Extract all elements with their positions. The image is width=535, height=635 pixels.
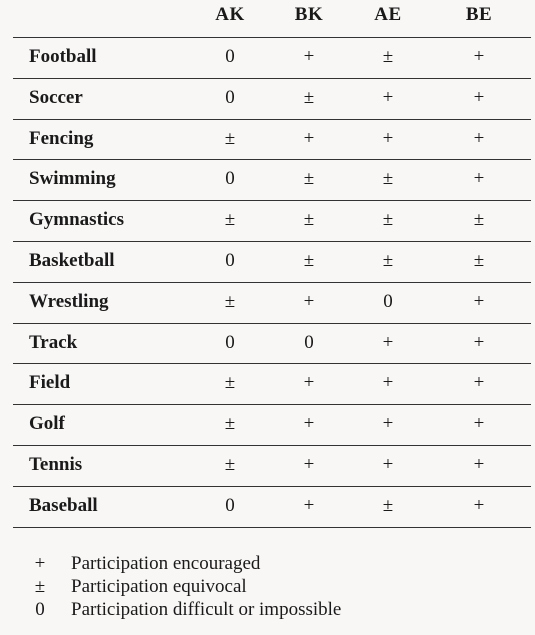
column-header-ae: AE [374,4,402,25]
sport-name: Swimming [29,168,116,190]
cell-ak: ± [224,372,236,394]
cell-ae: ± [382,250,394,271]
sport-name: Basketball [29,250,115,271]
legend-symbol: 0 [35,599,45,620]
legend-symbol: ± [34,576,46,597]
cell-be: + [473,331,485,353]
cell-be: ± [473,209,485,231]
cell-bk: + [303,494,315,516]
cell-be: + [473,127,485,149]
legend-item-equivocal [0,575,535,598]
cell-ak: 0 [225,331,235,353]
legend-item-encouraged [0,552,535,575]
cell-ak: ± [224,290,236,312]
column-header-ak: AK [215,4,245,25]
cell-ak: 0 [225,86,235,108]
cell-bk: + [303,127,315,149]
cell-be: + [473,494,485,516]
table-row [0,37,535,77]
legend-symbol: + [34,553,46,574]
sport-name: Golf [29,413,65,435]
sport-name: Tennis [29,454,83,475]
column-header-bk: BK [294,4,324,25]
table-row [0,404,535,444]
cell-ak: ± [224,413,236,435]
cell-be: + [473,290,485,312]
table-row [0,282,535,322]
cell-ae: + [382,86,394,108]
cell-ae: + [382,127,394,149]
sport-name: Wrestling [29,290,109,312]
cell-bk: ± [303,168,315,190]
table-row [0,363,535,403]
cell-bk: ± [303,86,315,108]
cell-ae: ± [382,494,394,516]
cell-ae: ± [382,209,394,231]
table-row [0,486,535,526]
cell-be: + [473,454,485,475]
cell-be: + [473,372,485,394]
cell-ae: + [382,331,394,353]
table-header [0,4,535,28]
cell-ae: + [382,372,394,394]
sport-name: Fencing [29,127,94,149]
sport-name: Field [29,372,71,394]
cell-ak: ± [224,209,236,231]
cell-ae: + [382,454,394,475]
table-rule [13,527,531,528]
cell-ae: + [382,413,394,435]
table-row [0,159,535,199]
legend-text: Participation difficult or impossible [71,599,342,620]
cell-ae: ± [382,168,394,190]
sport-name: Track [29,331,78,353]
cell-bk: + [303,46,315,67]
legend-text: Participation equivocal [71,576,247,597]
cell-bk: ± [303,209,315,231]
table-row [0,78,535,118]
cell-bk: + [303,454,315,475]
table-row [0,200,535,240]
cell-be: + [473,86,485,108]
cell-bk: + [303,413,315,435]
sport-name: Baseball [29,494,98,516]
cell-ak: 0 [225,46,235,67]
cell-ak: 0 [225,494,235,516]
legend-text: Participation encouraged [71,553,261,574]
cell-ak: 0 [225,168,235,190]
cell-ae: ± [382,46,394,67]
cell-bk: ± [303,250,315,271]
legend-item-difficult [0,598,535,621]
table-row [0,445,535,485]
table-row [0,241,535,281]
cell-bk: + [303,372,315,394]
cell-be: ± [473,250,485,271]
cell-ae: 0 [383,290,393,312]
column-header-be: BE [465,4,493,25]
cell-bk: + [303,290,315,312]
table-row [0,323,535,363]
cell-be: + [473,413,485,435]
cell-ak: ± [224,127,236,149]
cell-be: + [473,46,485,67]
cell-be: + [473,168,485,190]
cell-bk: 0 [304,331,314,353]
table-row [0,119,535,159]
sport-name: Football [29,46,97,67]
cell-ak: 0 [225,250,235,271]
sport-name: Gymnastics [29,209,124,231]
cell-ak: ± [224,454,236,475]
legend [0,552,535,621]
sport-name: Soccer [29,86,83,108]
